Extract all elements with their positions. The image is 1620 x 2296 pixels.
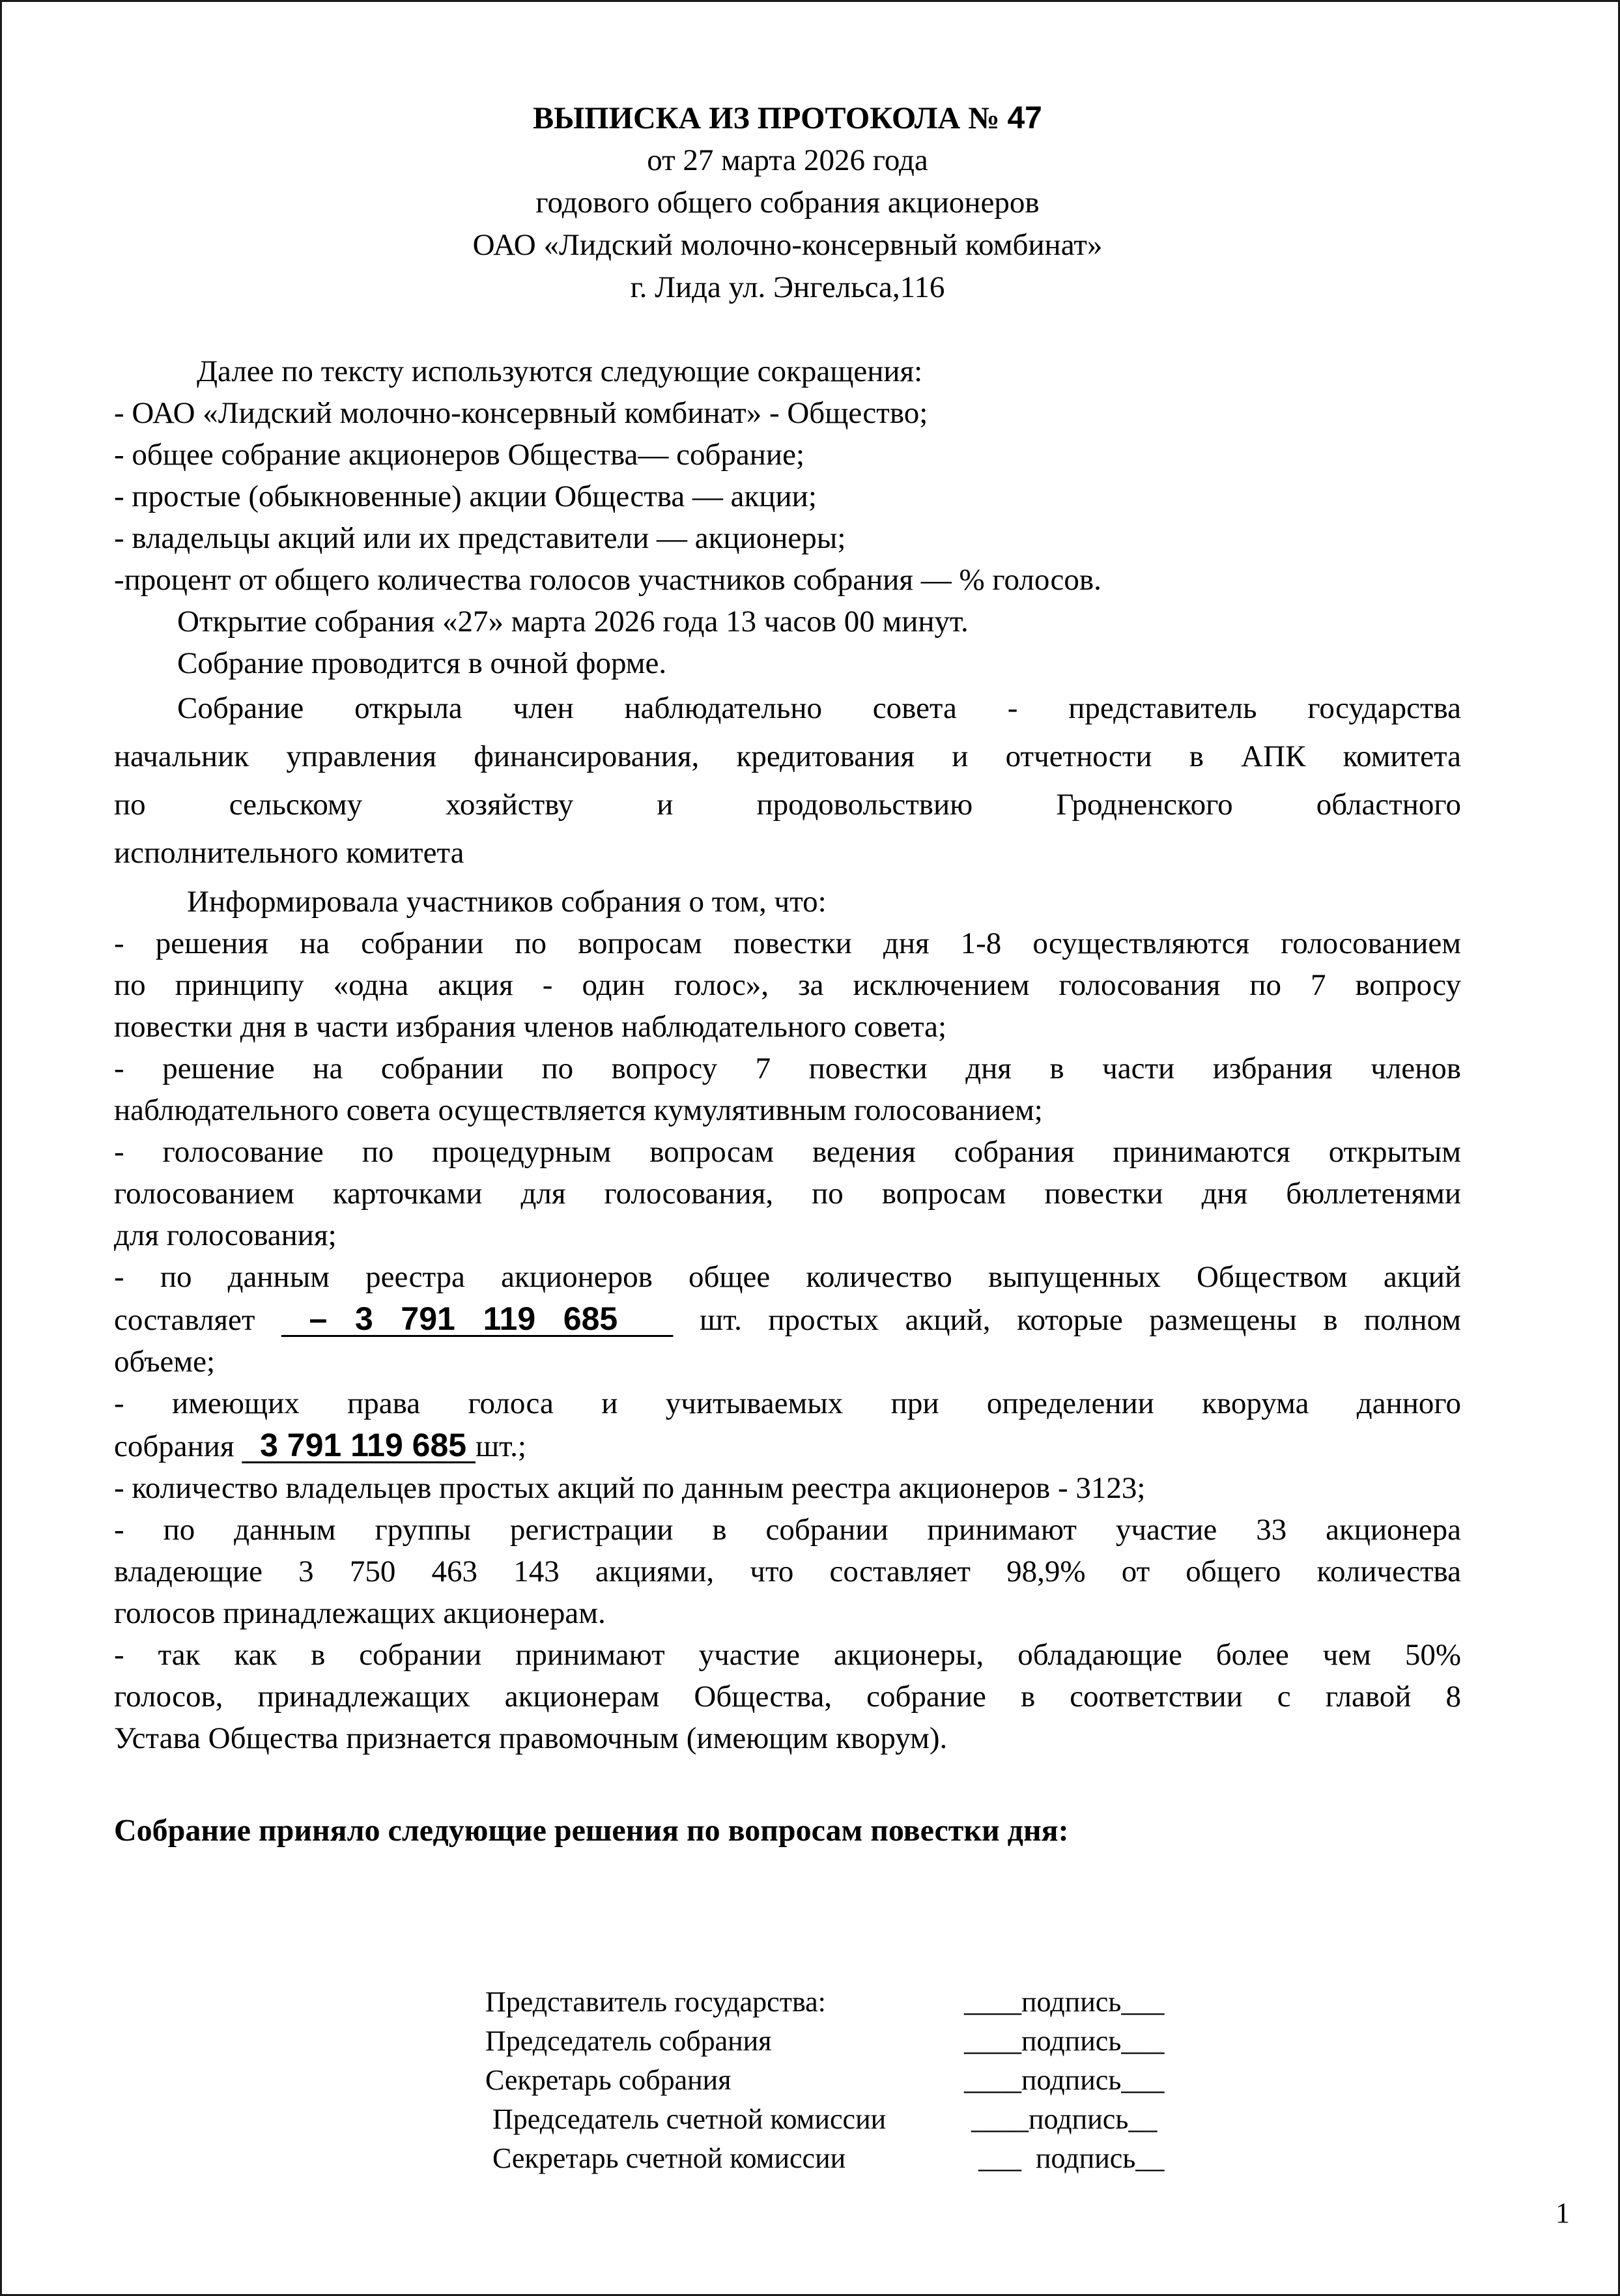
text-fragment: шт.;: [475, 1429, 526, 1463]
info-paragraph-7: [114, 1509, 1461, 1634]
document-header: [2, 97, 1573, 309]
abbreviations-intro: Далее по тексту используются следующие сокращения:: [197, 354, 923, 388]
text-line: Устава Общества признается правомочным (имеющим кворум).: [114, 1721, 948, 1755]
signature-line: ____подпись___: [964, 2064, 1165, 2096]
text-line: - решение на собрании по вопросу 7 повестки дня в части избрания членов: [114, 1052, 1461, 1085]
text-line: владеющие 3 750 463 143 акциями, что составляет 98,9% от общего количества: [114, 1555, 1461, 1588]
document-title: [2, 97, 1573, 139]
owners-count-line: - количество владельцев простых акций по данным реестра акционеров - 3123;: [114, 1471, 1146, 1505]
text-line: [114, 1424, 1461, 1467]
abbreviation-item: - ОАО «Лидский молочно-консервный комбинат» - Общество;: [114, 396, 928, 430]
text-line: - так как в собрании принимают участие акционеры, обладающие более чем 50%: [114, 1638, 1461, 1672]
opened-by-paragraph: [114, 684, 1461, 877]
abbreviation-item: - простые (обыкновенные) акции Общества — акции;: [114, 480, 817, 513]
info-paragraph-1: [114, 923, 1461, 1048]
text-line: голосов принадлежащих акционерам.: [114, 1596, 606, 1630]
total-shares-value: – 3 791 119 685: [281, 1300, 674, 1337]
abbreviation-item: - общее собрание акционеров Общества— собрание;: [114, 438, 805, 472]
text-line: - имеющих права голоса и учитываемых при определении кворума данного: [114, 1386, 1461, 1420]
company-address: г. Лида ул. Энгельса,116: [630, 270, 945, 304]
info-paragraph-8: [114, 1634, 1461, 1759]
text-line: повестки дня в части избрания членов наблюдательного совета;: [114, 1010, 947, 1044]
signature-line: ___ подпись__: [964, 2142, 1165, 2174]
signature-role: Председатель собрания: [485, 2025, 772, 2057]
signature-role: Представитель государства:: [485, 1986, 826, 2018]
title-text: ВЫПИСКА ИЗ ПРОТОКОЛА №: [533, 101, 1008, 136]
info-paragraph-5: [114, 1383, 1461, 1467]
signature-line: ____подпись___: [964, 1986, 1165, 2018]
signature-line: ____подпись__: [964, 2103, 1158, 2135]
text-line: [114, 1298, 1461, 1341]
document-date: от 27 марта 2026 года: [647, 143, 928, 177]
info-paragraph-2: [114, 1048, 1461, 1131]
signature-line: ____подпись___: [964, 2025, 1165, 2057]
signature-role: Председатель счетной комиссии: [485, 2103, 887, 2135]
page-number: 1: [1556, 2197, 1570, 2229]
meeting-type: годового общего собрания акционеров: [535, 186, 1040, 220]
text-line: голосов, принадлежащих акционерам Общества, собрание в соответствии с главой 8: [114, 1680, 1461, 1714]
signature-role: Секретарь собрания: [485, 2064, 732, 2096]
opening-time: Открытие собрания «27» марта 2026 года 13 часов 00 минут.: [177, 605, 969, 639]
text-line: наблюдательного совета осуществляется кумулятивным голосованием;: [114, 1093, 1043, 1127]
text-fragment: шт. простых акций, которые размещены в полном: [699, 1303, 1462, 1337]
info-paragraph-3: [114, 1131, 1461, 1256]
text-line: - голосование по процедурным вопросам ведения собрания принимаются открытым: [114, 1135, 1461, 1169]
abbreviation-item: -процент от общего количества голосов участников собрания — % голосов.: [114, 563, 1101, 597]
text-fragment: составляет: [114, 1303, 255, 1337]
text-line: объеме;: [114, 1345, 216, 1379]
document-body: [114, 351, 1461, 1759]
text-fragment: собрания: [114, 1429, 234, 1463]
text-line: голосованием карточками для голосования, по вопросам повестки дня бюллетенями: [114, 1177, 1461, 1211]
text-line: исполнительного комитета: [114, 836, 464, 870]
text-line: Собрание открыла член наблюдательно совета - представитель государства: [177, 691, 1461, 725]
protocol-number: 47: [1007, 101, 1042, 136]
voting-shares-value: 3 791 119 685: [242, 1427, 476, 1463]
info-intro: Информировала участников собрания о том, что:: [187, 885, 827, 919]
company-name: ОАО «Лидский молочно-консервный комбинат»: [472, 228, 1103, 262]
decisions-heading: Собрание приняло следующие решения по вопросам повестки дня:: [114, 1813, 1069, 1848]
text-line: - по данным реестра акционеров общее количество выпущенных Обществом акций: [114, 1260, 1461, 1294]
info-paragraph-4: [114, 1256, 1461, 1383]
text-line: - по данным группы регистрации в собрании принимают участие 33 акционера: [114, 1513, 1461, 1547]
text-line: по принципу «одна акция - один голос», за исключением голосования по 7 вопросу: [114, 968, 1461, 1002]
text-line: начальник управления финансирования, кредитования и отчетности в АПК комитета: [114, 739, 1461, 773]
meeting-form: Собрание проводится в очной форме.: [177, 646, 667, 680]
text-line: по сельскому хозяйству и продовольствию Гродненского областного: [114, 788, 1461, 822]
text-line: для голосования;: [114, 1218, 337, 1252]
signature-role: Секретарь счетной комиссии: [485, 2142, 846, 2174]
abbreviation-item: - владельцы акций или их представители — акционеры;: [114, 521, 846, 555]
text-line: - решения на собрании по вопросам повестки дня 1-8 осуществляются голосованием: [114, 926, 1461, 960]
